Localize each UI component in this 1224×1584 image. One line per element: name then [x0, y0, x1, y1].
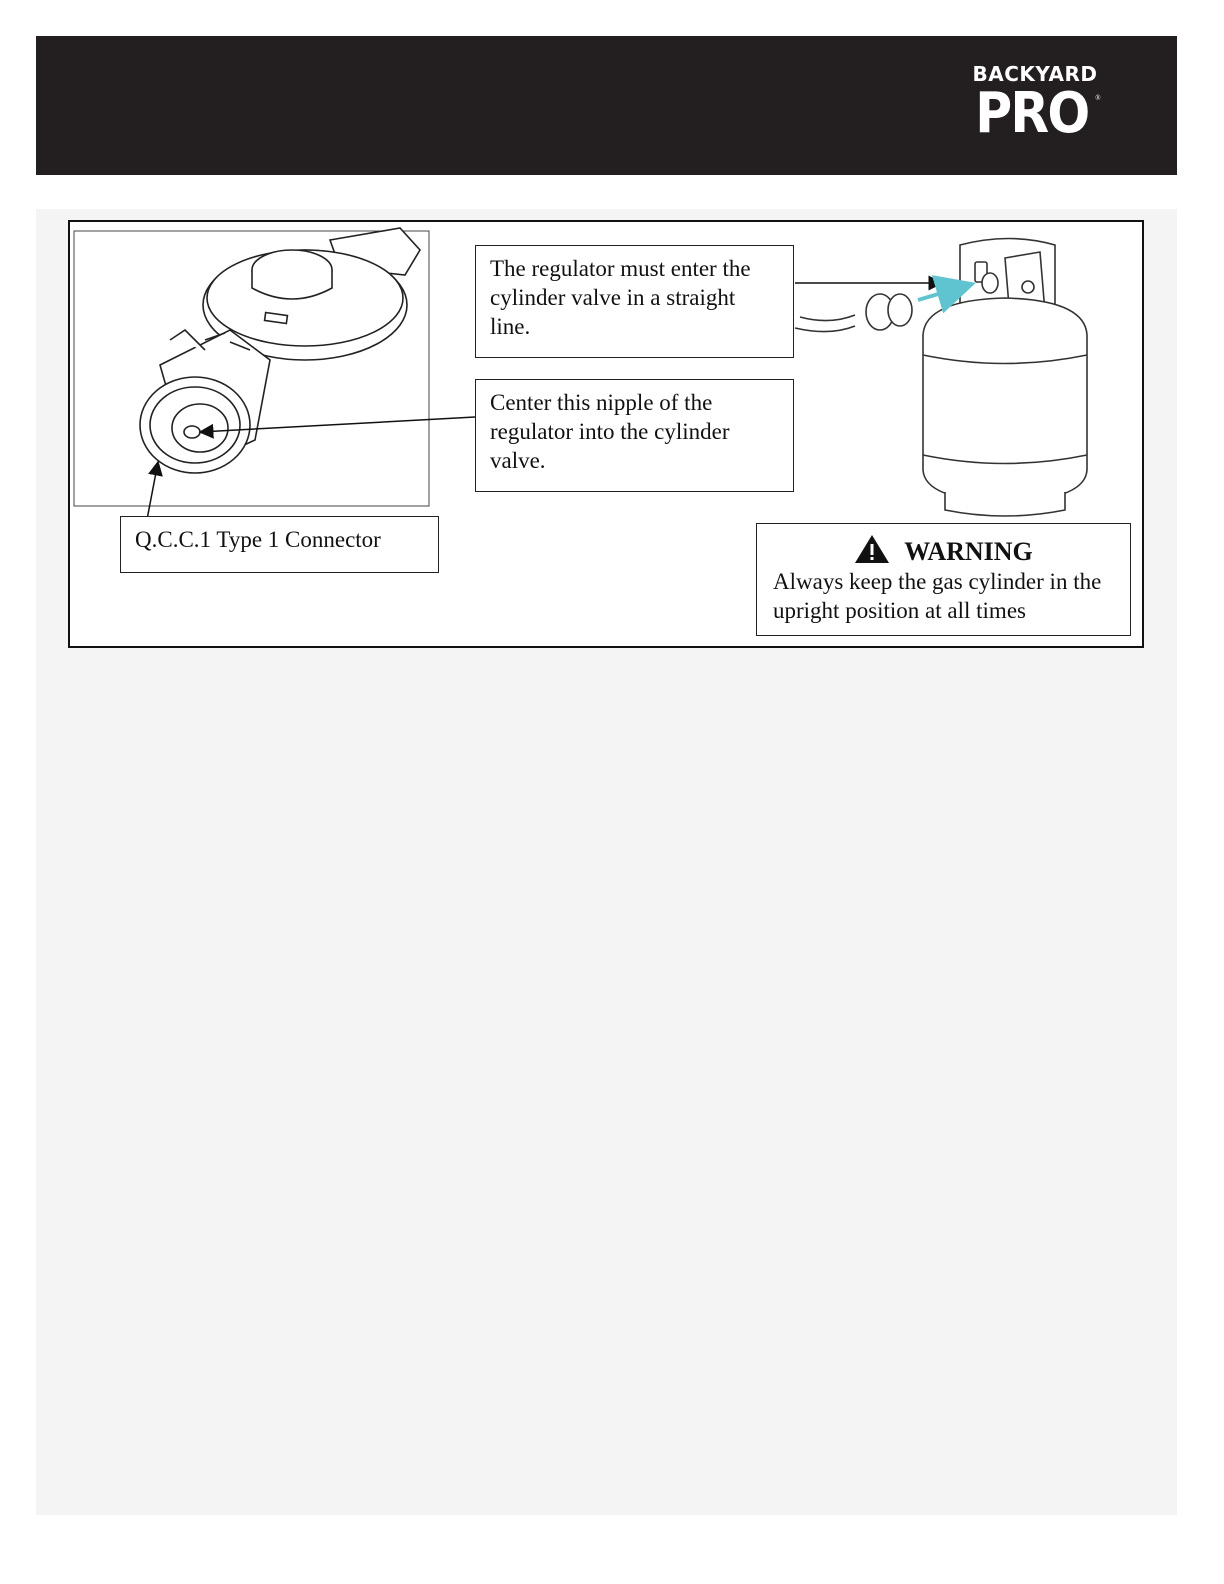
propane-tank-illustration — [795, 239, 1087, 517]
warning-triangle-icon — [854, 534, 890, 564]
callout-regulator-straight: The regulator must enter the cylinder valve in a straight line. — [475, 245, 794, 358]
logo-registered-mark: ® — [1095, 94, 1101, 102]
warning-box — [756, 523, 1131, 636]
callout-center-nipple: Center this nipple of the regulator into the cylinder valve. — [475, 379, 794, 492]
warning-title: WARNING — [904, 537, 1033, 566]
warning-heading — [773, 534, 1114, 567]
callout-connector-type: Q.C.C.1 Type 1 Connector — [120, 516, 439, 573]
logo-main-text: PRO — [975, 81, 1089, 146]
logo-top-text: BACKYARD — [972, 62, 1098, 86]
warning-text: Always keep the gas cylinder in the upright position at all times — [773, 569, 1102, 623]
